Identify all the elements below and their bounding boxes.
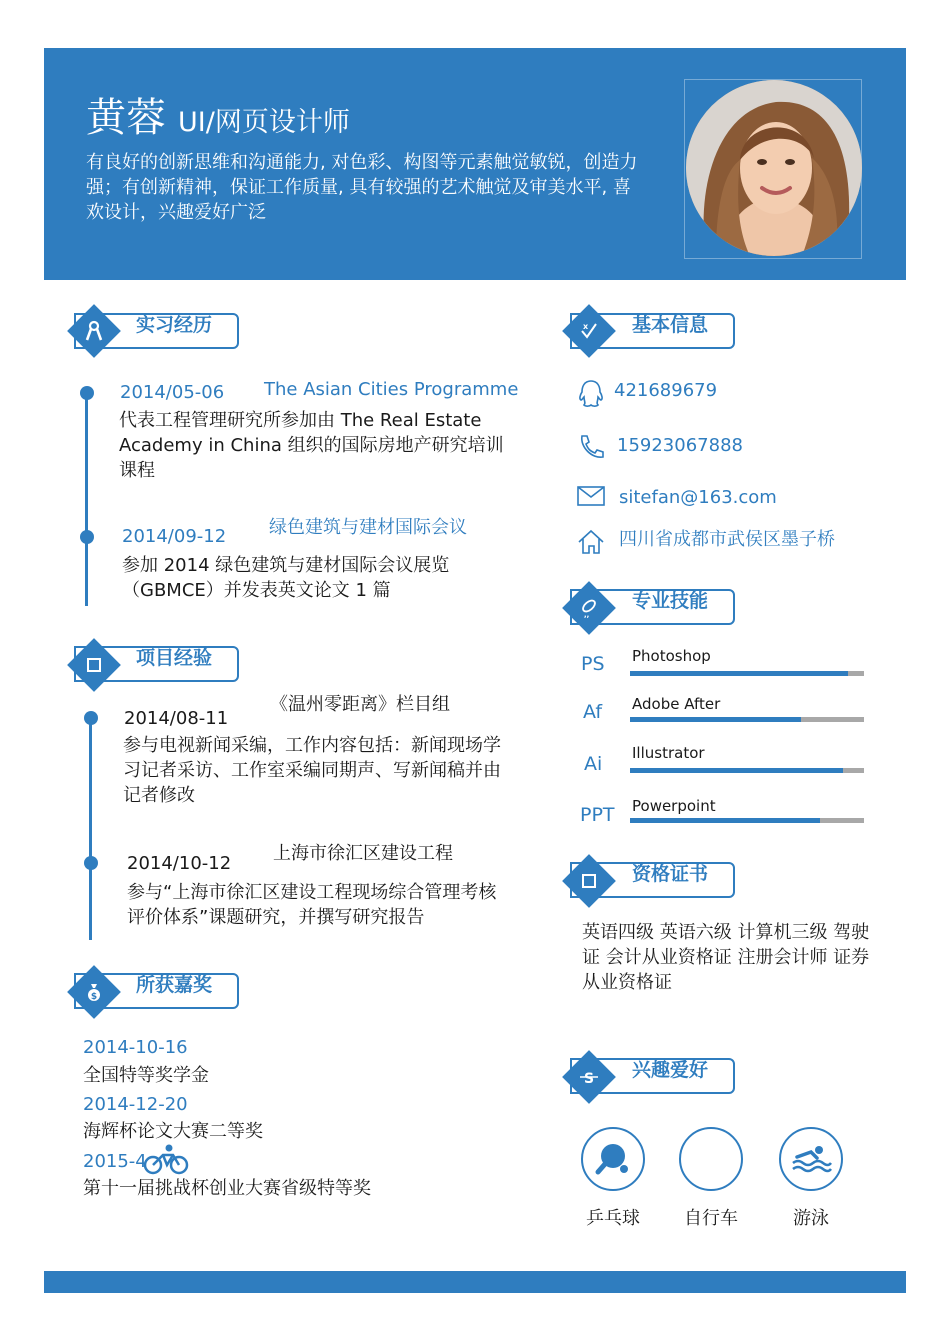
hobby-label: 游泳 [793, 1208, 829, 1229]
music-icon [562, 1050, 616, 1104]
name: 黄蓉 [86, 95, 166, 141]
skill-name: Illustrator [632, 744, 705, 762]
internship-desc: 参加 2014 绿色建筑与建材国际会议展览（GBMCE）并发表英文论文 1 篇 [122, 555, 450, 601]
project-desc: 参与电视新闻采编，工作内容包括：新闻现场学习记者采访、工作室采编同期声、写新闻稿并由记者修改 [123, 735, 501, 806]
project-date: 2014/10-12 [127, 853, 232, 874]
email-icon [576, 484, 606, 514]
sign-icon [562, 304, 616, 358]
swimming-icon [789, 1144, 833, 1174]
section-title-skills: 专业技能 [632, 590, 709, 612]
internship-date: 2014/09-12 [122, 526, 227, 547]
timeline-line [85, 392, 88, 606]
qq-number: 421689679 [614, 380, 718, 401]
address: 四川省成都市武侯区墨子桥 [619, 529, 835, 550]
internship-desc: 代表工程管理研究所参加由 The Real Estate Academy in China 组织的国际房地产研究培训课程 [119, 410, 504, 481]
skill-bar-fill [630, 671, 848, 676]
svg-text:x: x [583, 322, 589, 331]
project-org: 上海市徐汇区建设工程 [273, 843, 453, 864]
award-date: 2014-10-16 [83, 1037, 188, 1058]
skill-abbr: Ai [584, 753, 603, 775]
internship-org: 绿色建筑与建材国际会议 [269, 517, 467, 538]
timeline-dot [84, 711, 98, 725]
award-name: 海辉杯论文大赛二等奖 [83, 1121, 263, 1142]
svg-text:$: $ [90, 992, 98, 1002]
skill-bar [630, 671, 864, 676]
skill-bar [630, 717, 864, 722]
avatar [686, 80, 862, 256]
money-bag-icon [67, 965, 121, 1019]
svg-text:,,: ,, [584, 611, 590, 618]
job-title: UI/网页设计师 [178, 107, 350, 138]
phone-icon [576, 432, 606, 462]
skill-name: Photoshop [632, 647, 711, 665]
timeline-dot [80, 386, 94, 400]
hobby-bicycle [679, 1127, 743, 1191]
ribbon-icon [67, 304, 121, 358]
certificate-icon [562, 854, 616, 908]
skill-bar [630, 818, 864, 823]
section-title-certificates: 资格证书 [632, 863, 709, 885]
hobby-ping-pong [581, 1127, 645, 1191]
skill-abbr: PS [581, 653, 605, 675]
skill-bar-fill [630, 717, 801, 722]
project-org: 《温州零距离》栏目组 [270, 694, 450, 715]
skill-abbr: PPT [580, 804, 615, 826]
internship-org: The Asian Cities Programme [264, 379, 519, 400]
hobby-label: 自行车 [684, 1208, 738, 1229]
svg-text:S: S [584, 1071, 595, 1087]
phone-number: 15923067888 [617, 435, 743, 456]
skill-name: Powerpoint [632, 797, 716, 815]
footer-bar [44, 1271, 906, 1293]
project-desc: 参与“上海市徐汇区建设工程现场综合管理考核评价体系”课题研究，并撰写研究报告 [127, 882, 497, 928]
summary: 有良好的创新思维和沟通能力, 对色彩、构图等元素触觉敏锐，创造力强；有创新精神，保证工作质量, 具有较强的艺术触觉及审美水平, 喜欢设计，兴趣爱好广泛 [86, 152, 638, 223]
skill-name: Adobe After [632, 695, 721, 713]
section-title-basic-info: 基本信息 [632, 314, 709, 336]
certificates-list: 英语四级 英语六级 计算机三级 驾驶证 会计从业资格证 注册会计师 证券从业资格证 [582, 922, 870, 993]
ping-pong-icon [593, 1139, 633, 1179]
qq-icon [576, 378, 606, 408]
skill-bar-fill [630, 818, 820, 823]
skill-bar-fill [630, 768, 843, 773]
section-title-internship: 实习经历 [136, 314, 213, 336]
award-name: 第十一届挑战杯创业大赛省级特等奖 [83, 1178, 371, 1199]
hobby-swimming [779, 1127, 843, 1191]
briefcase-icon [67, 638, 121, 692]
timeline-dot [84, 856, 98, 870]
hobby-label: 乒乓球 [586, 1208, 640, 1229]
timeline-dot [80, 530, 94, 544]
tools-icon [562, 581, 616, 635]
section-title-hobbies: 兴趣爱好 [632, 1059, 709, 1081]
home-icon [576, 527, 606, 557]
section-title-awards: 所获嘉奖 [136, 974, 213, 996]
bicycle-icon [143, 1143, 189, 1175]
internship-date: 2014/05-06 [120, 382, 225, 403]
award-name: 全国特等奖学金 [83, 1065, 209, 1086]
skill-abbr: Af [583, 701, 603, 723]
timeline-line [89, 716, 92, 940]
project-date: 2014/08-11 [124, 708, 229, 729]
skill-bar [630, 768, 864, 773]
award-date: 2014-12-20 [83, 1094, 188, 1115]
award-date: 2015-4 [83, 1151, 147, 1172]
section-title-projects: 项目经验 [136, 647, 213, 669]
email-address: sitefan@163.com [619, 487, 777, 508]
